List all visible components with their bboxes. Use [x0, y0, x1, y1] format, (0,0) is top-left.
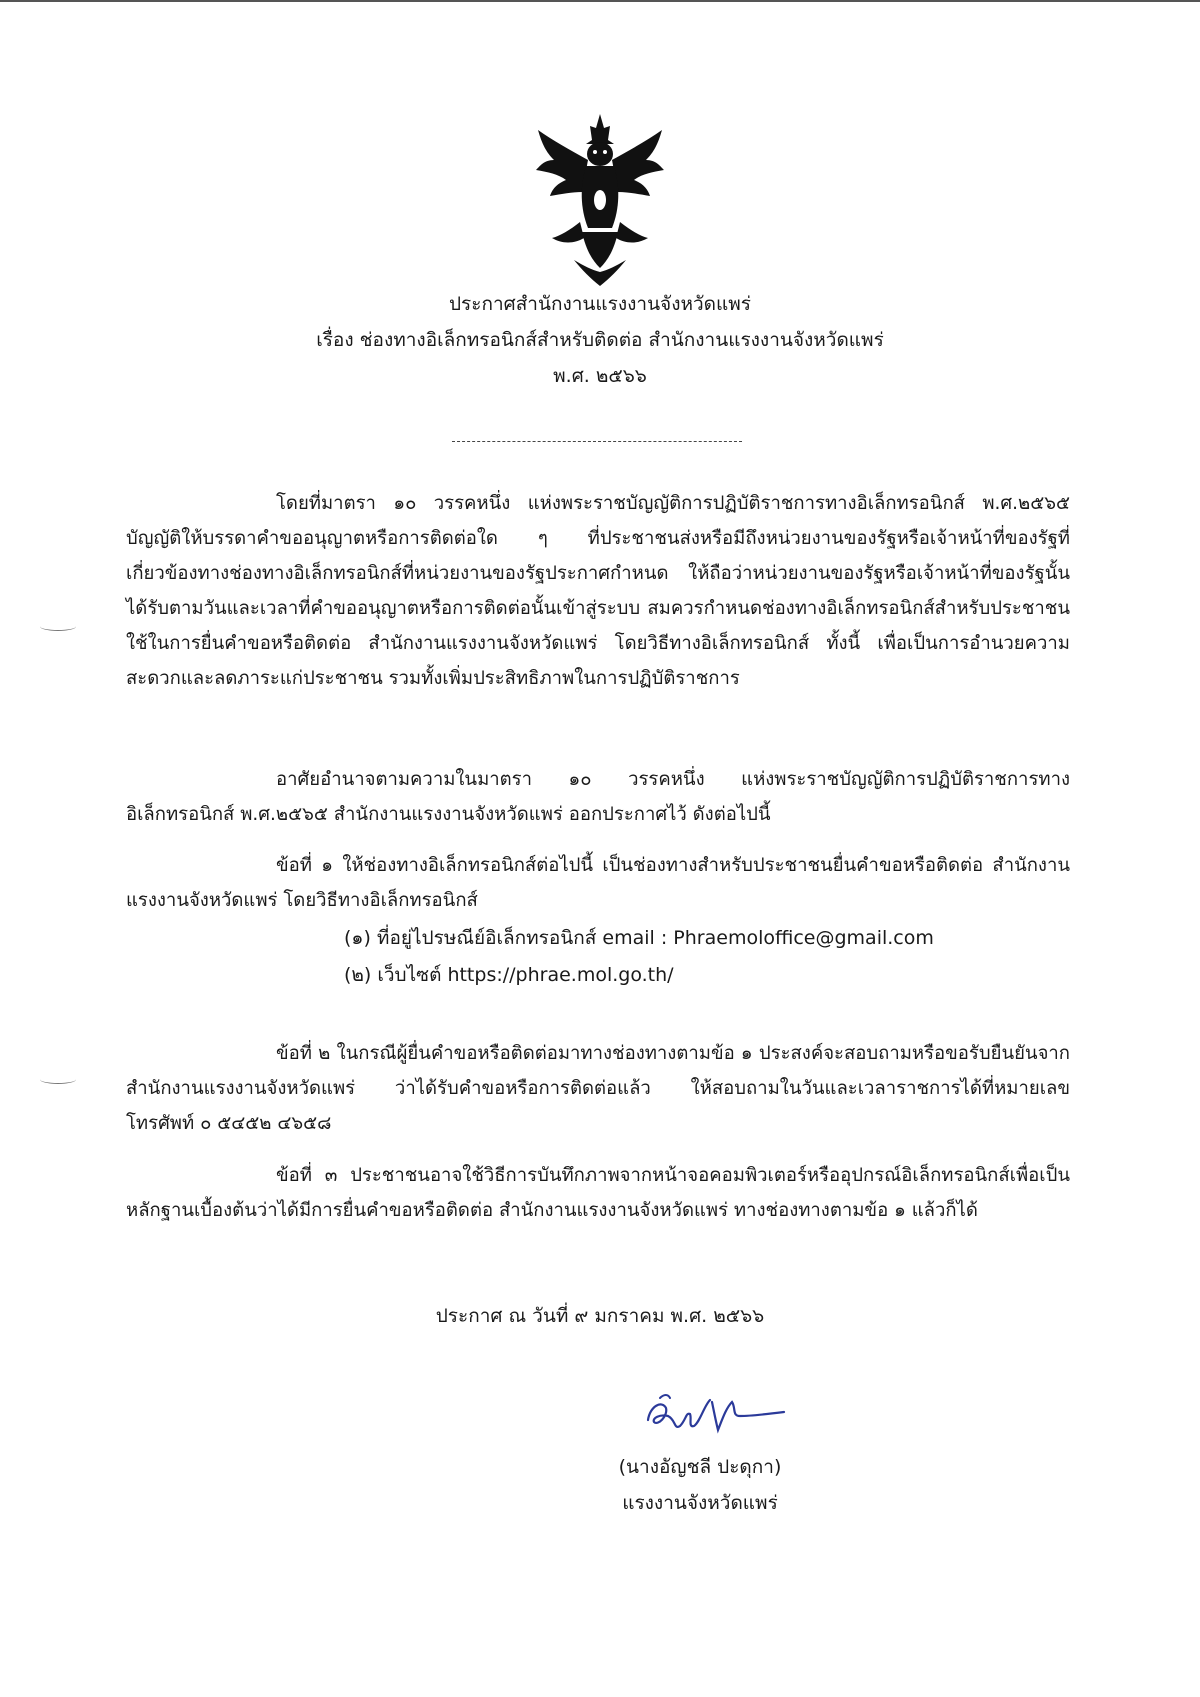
announcement-date: ประกาศ ณ วันที่ ๙ มกราคม พ.ศ. ๒๕๖๖ [435, 1305, 765, 1327]
announcement-year: พ.ศ. ๒๕๖๖ [553, 365, 647, 387]
announcement-subject: เรื่อง ช่องทางอิเล็กทรอนิกส์สำหรับติดต่อ สำนักงานแรงงานจังหวัดแพร่ [316, 329, 884, 351]
scan-mark [40, 622, 76, 631]
scan-mark [40, 1075, 76, 1084]
channel-email: (๑) ที่อยู่ไปรษณีย์อิเล็กทรอนิกส์ email : Phraemoloffice@gmail.com [344, 927, 934, 949]
page-top-edge [0, 0, 1200, 2]
channel-website: (๒) เว็บไซต์ https://phrae.mol.go.th/ [344, 964, 674, 986]
clause-2: ข้อที่ ๒ ในกรณีผู้ยื่นคำขอหรือติดต่อมาทางช่องทางตามข้อ ๑ ประสงค์จะสอบถามหรือขอรับยืนยันจากสำนักงานแรงงานจังหวัดแพร่ ว่าได้รับคำขอหรือการติดต่อแล้ว ให้สอบถามในวันและเวลาราชการได้ที่หมายเลขโทรศัพท์ ๐ ๕๔๕๒ ๔๖๕๘ [126, 1043, 1070, 1134]
clause-3: ข้อที่ ๓ ประชาชนอาจใช้วิธีการบันทึกภาพจากหน้าจอคอมพิวเตอร์หรืออุปกรณ์อิเล็กทรอนิกส์เพื่อเป็นหลักฐานเบื้องต้นว่าได้มีการยื่นคำขอหรือติดต่อ สำนักงานแรงงานจังหวัดแพร่ ทางช่องทางตามข้อ ๑ แล้วก็ได้ [126, 1165, 1070, 1221]
announcement-issuer: ประกาศสำนักงานแรงงานจังหวัดแพร่ [449, 293, 751, 315]
paragraph-authority: อาศัยอำนาจตามความในมาตรา ๑๐ วรรคหนึ่ง แห่งพระราชบัญญัติการปฏิบัติราชการทางอิเล็กทรอนิกส์ พ.ศ.๒๕๖๕ สำนักงานแรงงานจังหวัดแพร่ ออกประกาศไว้ ดังต่อไปนี้ [126, 769, 1070, 825]
paragraph-preamble: โดยที่มาตรา ๑๐ วรรคหนึ่ง แห่งพระราชบัญญัติการปฏิบัติราชการทางอิเล็กทรอนิกส์ พ.ศ.๒๕๖๕ บัญญัติให้บรรดาคำขออนุญาตหรือการติดต่อใด ๆ ที่ประชาชนส่งหรือมีถึงหน่วยงานของรัฐหรือเจ้าหน้าที่ของรัฐที่เกี่ยวข้องทางช่องทางอิเล็กทรอนิกส์ที่หน่วยงานของรัฐประกาศกำหนด ให้ถือว่าหน่วยงานของรัฐหรือเจ้าหน้าที่ของรัฐนั้นได้รับตามวันและเวลาที่คำขออนุญาตหรือการติดต่อนั้นเข้าสู่ระบบ สมควรกำหนดช่องทางอิเล็กทรอนิกส์สำหรับประชาชนใช้ในการยื่นคำขอหรือติดต่อ สำนักงานแรงงานจังหวัดแพร่ โดยวิธีทางอิเล็กทรอนิกส์ ทั้งนี้ เพื่อเป็นการอำนวยความสะดวกและลดภาระแก่ประชาชน รวมทั้งเพิ่มประสิทธิภาพในการปฏิบัติราชการ [126, 493, 1070, 689]
clause-1: ข้อที่ ๑ ให้ช่องทางอิเล็กทรอนิกส์ต่อไปนี้ เป็นช่องทางสำหรับประชาชนยื่นคำขอหรือติดต่อ สำนักงานแรงงานจังหวัดแพร่ โดยวิธีทางอิเล็กทรอนิกส์ [126, 855, 1070, 911]
header-divider [452, 441, 742, 442]
garuda-emblem-icon [530, 110, 670, 290]
signer-name: (นางอัญชลี ปะดุกา) [618, 1456, 782, 1478]
handwritten-signature-icon [640, 1386, 790, 1446]
signer-title: แรงงานจังหวัดแพร่ [622, 1492, 778, 1514]
